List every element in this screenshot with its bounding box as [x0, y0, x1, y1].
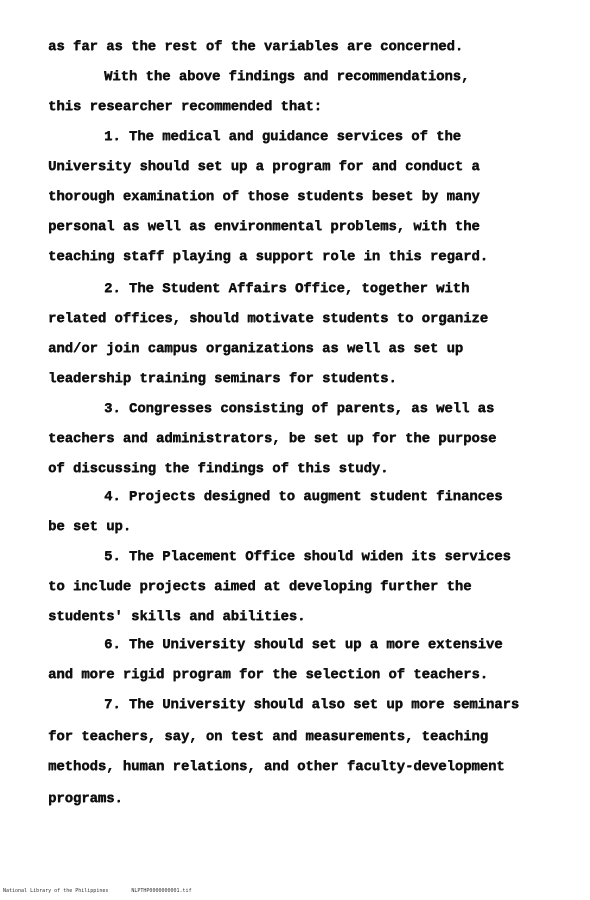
text-line: to include projects aimed at developing further the [48, 579, 472, 595]
text-line: related offices, should motivate students to organize [48, 311, 488, 327]
text-line: and/or join campus organizations as well as set up [48, 341, 464, 357]
text-line: teachers and administrators, be set up for the purpose [48, 431, 497, 447]
text-line: 2. The Student Affairs Office, together with [104, 281, 470, 297]
text-line: thorough examination of those students beset by many [48, 189, 480, 205]
text-line: With the above findings and recommendations, [104, 69, 470, 85]
text-line: this researcher recommended that: [48, 99, 322, 115]
text-line: 6. The University should set up a more extensive [104, 637, 503, 653]
text-line: personal as well as environmental problems, with the [48, 219, 480, 235]
text-line: 3. Congresses consisting of parents, as well as [104, 401, 495, 417]
footer-code: NLPTHP0000000001.tif [131, 888, 192, 894]
text-line: students' skills and abilities. [48, 609, 306, 625]
text-line: of discussing the findings of this study. [48, 461, 389, 477]
text-line: for teachers, say, on test and measurements, teaching [48, 729, 488, 745]
text-line: 7. The University should also set up more seminars [104, 697, 520, 713]
footer-library: National Library of the Philippines [3, 888, 109, 894]
text-line: as far as the rest of the variables are concerned. [48, 39, 464, 55]
text-line: leadership training seminars for students. [48, 371, 397, 387]
text-line: teaching staff playing a support role in this regard. [48, 249, 488, 265]
text-line: programs. [48, 791, 123, 807]
text-line: and more rigid program for the selection of teachers. [48, 667, 488, 683]
text-line: 4. Projects designed to augment student finances [104, 489, 503, 505]
scan-footer [3, 888, 212, 894]
text-line: University should set up a program for and conduct a [48, 159, 480, 175]
text-line: 1. The medical and guidance services of the [104, 129, 461, 145]
text-line: methods, human relations, and other faculty-development [48, 759, 505, 775]
text-line: be set up. [48, 519, 132, 535]
text-line: 5. The Placement Office should widen its services [104, 549, 511, 565]
